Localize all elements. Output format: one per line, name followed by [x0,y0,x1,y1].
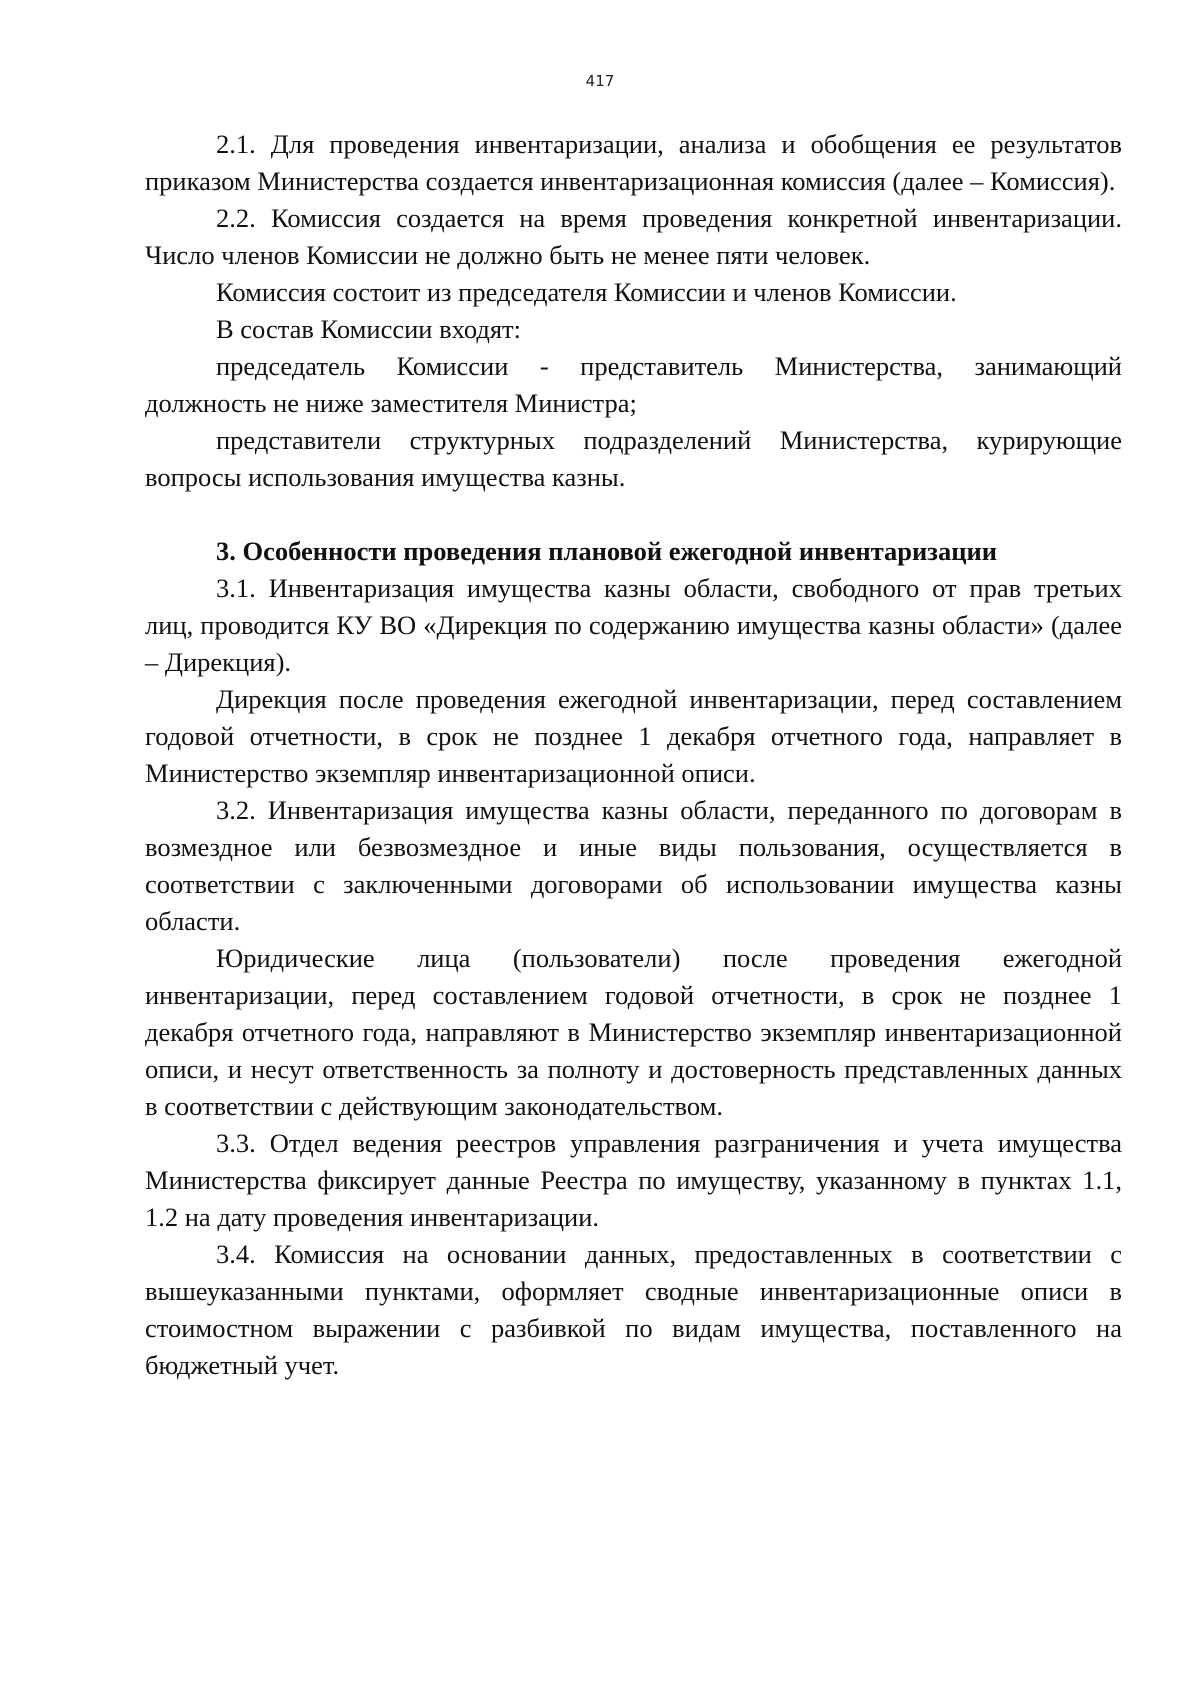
paragraph-3-2: 3.2. Инвентаризация имущества казны области, переданного по договорам в возмездное или безвозмездное и иные виды пользования, осуществляется в соответствии с заключенными договорами об использовании имущества казны области. [145,795,1122,936]
paragraph-commission-chairman: председатель Комиссии - представитель Министерства, занимающий должность не ниже заместителя Министра; [145,351,1122,418]
paragraph-commission-representatives: представители структурных подразделений Министерства, курирующие вопросы использования имущества казны. [145,425,1122,492]
paragraph-legal-entities: Юридические лица (пользователи) после проведения ежегодной инвентаризации, перед составлением годовой отчетности, в срок не позднее 1 декабря отчетного года, направляют в Министерство экземпляр инвентаризационной описи, и несут ответственность за полноту и достоверность представленных данных в соответствии с действующим законодательством. [145,943,1122,1121]
document-body [145,126,1122,1384]
paragraph-directorate: Дирекция после проведения ежегодной инвентаризации, перед составлением годовой отчетности, в срок не позднее 1 декабря отчетного года, направляет в Министерство экземпляр инвентаризационной описи. [145,684,1122,788]
paragraph-3-3: 3.3. Отдел ведения реестров управления разграничения и учета имущества Министерства фиксирует данные Реестра по имуществу, указанному в пунктах 1.1, 1.2 на дату проведения инвентаризации. [145,1128,1122,1232]
paragraph-3-4: 3.4. Комиссия на основании данных, предоставленных в соответствии с вышеуказанными пунктами, оформляет сводные инвентаризационные описи в стоимостном выражении с разбивкой по видам имущества, поставленного на бюджетный учет. [145,1239,1122,1380]
paragraph-commission-members-intro: В состав Комиссии входят: [216,314,521,344]
page-number: 417 [585,72,615,90]
paragraph-3-1: 3.1. Инвентаризация имущества казны области, свободного от прав третьих лиц, проводится КУ ВО «Дирекция по содержанию имущества казны области» (далее – Дирекция). [145,573,1122,677]
section-3-heading: 3. Особенности проведения плановой ежегодной инвентаризации [216,536,997,566]
paragraph-2-1: 2.1. Для проведения инвентаризации, анализа и обобщения ее результатов приказом Министерства создается инвентаризационная комиссия (далее – Комиссия). [145,129,1122,196]
paragraph-commission-composition: Комиссия состоит из председателя Комиссии и членов Комиссии. [216,277,957,307]
paragraph-2-2: 2.2. Комиссия создается на время проведения конкретной инвентаризации. Число членов Комиссии не должно быть не менее пяти человек. [145,203,1122,270]
